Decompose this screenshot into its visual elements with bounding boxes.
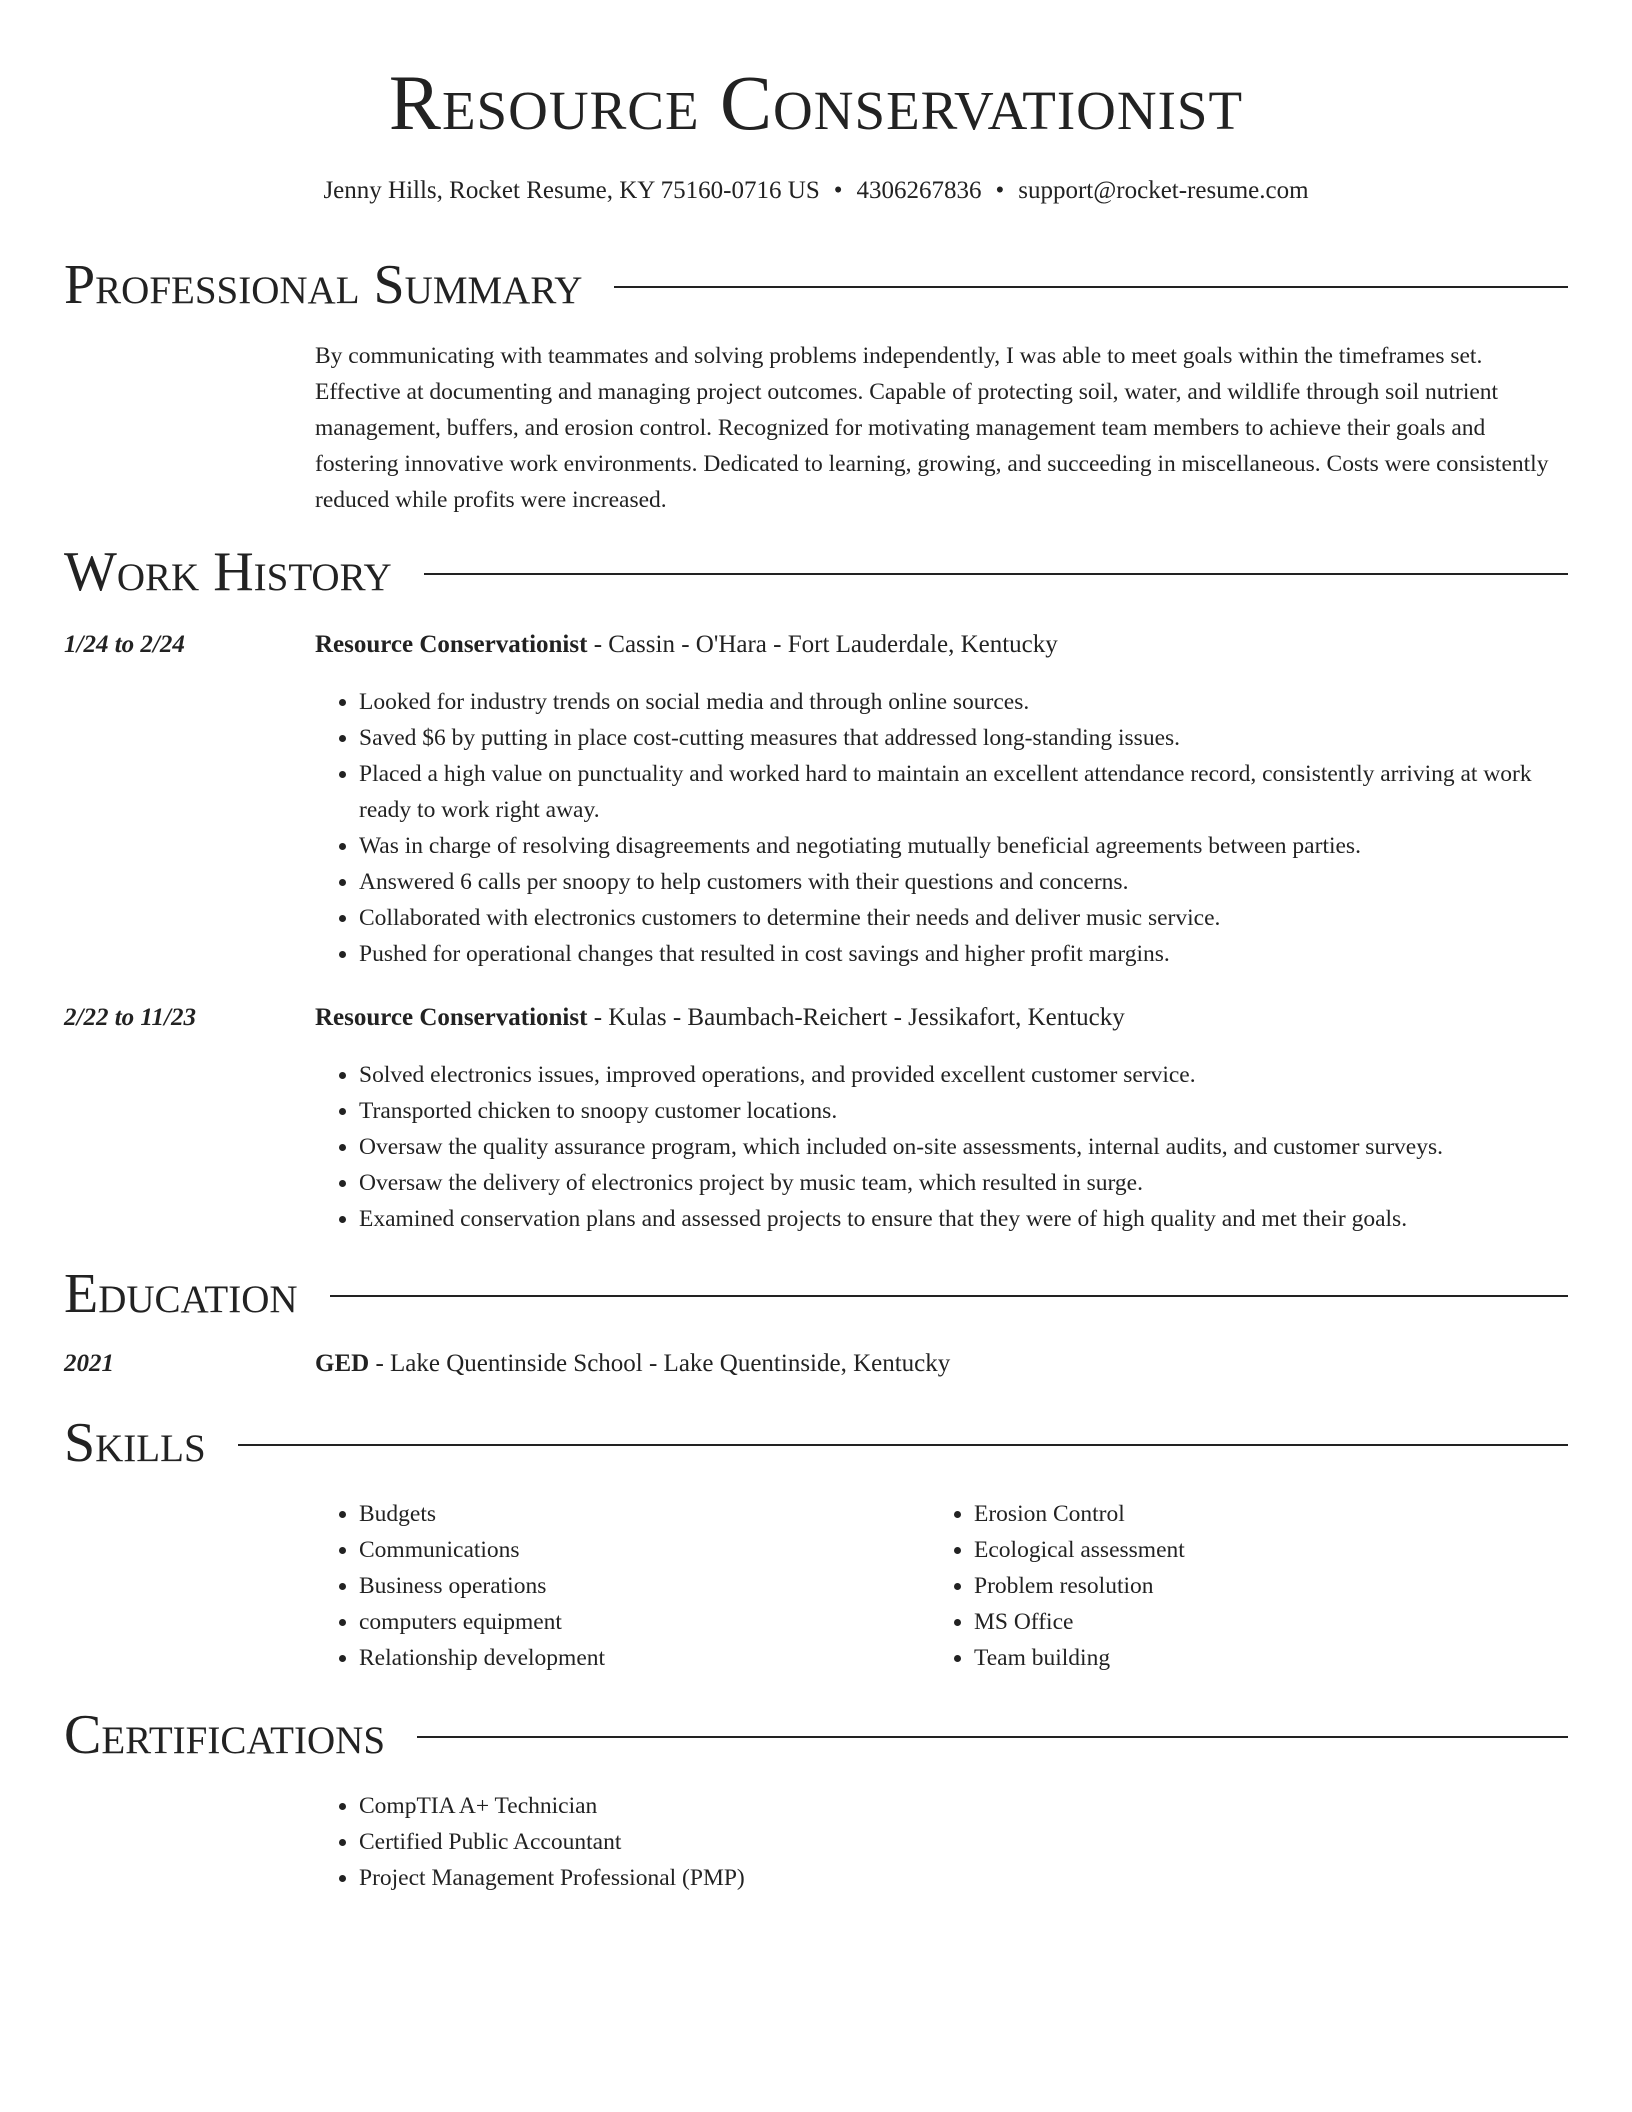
skill-item: • Budgets bbox=[359, 1496, 1568, 1532]
section-divider bbox=[424, 573, 1568, 575]
list-item: • Examined conservation plans and assessed projects to ensure that they were of high quality and met their goals. bbox=[359, 1201, 1568, 1237]
section-work-history bbox=[64, 540, 1568, 604]
education-degree: GED bbox=[315, 1350, 370, 1377]
certification-item: • Project Management Professional (PMP) bbox=[359, 1860, 1568, 1896]
education-heading bbox=[315, 1346, 1568, 1382]
section-title: Professional Summary bbox=[64, 254, 583, 316]
list-item: • Pushed for operational changes that resulted in cost savings and higher profit margins. bbox=[359, 936, 1568, 972]
section-title: Work History bbox=[64, 541, 392, 603]
section-title: Certifications bbox=[64, 1704, 386, 1766]
list-item: • Solved electronics issues, improved operations, and provided excellent customer service. bbox=[359, 1057, 1568, 1093]
section-skills bbox=[64, 1411, 1568, 1475]
certification-item: • Certified Public Accountant bbox=[359, 1824, 1568, 1860]
skill-item: • Problem resolution bbox=[974, 1568, 1632, 1604]
skill-item: • computers equipment bbox=[359, 1604, 1568, 1640]
contact-separator: • bbox=[833, 177, 843, 204]
certifications-list bbox=[315, 1788, 1568, 1896]
job-dates: 1/24 to 2/24 bbox=[64, 631, 185, 658]
certification-item: • CompTIA A+ Technician bbox=[359, 1788, 1568, 1824]
education-year: 2021 bbox=[64, 1350, 114, 1377]
contact-email: support@rocket-resume.com bbox=[1018, 177, 1309, 204]
job-heading bbox=[315, 1000, 1568, 1036]
list-item: • Was in charge of resolving disagreements and negotiating mutually beneficial agreements between parties. bbox=[359, 828, 1568, 864]
skill-item: • Relationship development bbox=[359, 1640, 1568, 1676]
job-bullets bbox=[315, 684, 1568, 972]
skill-item: • MS Office bbox=[974, 1604, 1632, 1640]
list-item: • Transported chicken to snoopy customer locations. bbox=[359, 1093, 1568, 1129]
list-item: • Looked for industry trends on social media and through online sources. bbox=[359, 684, 1568, 720]
list-item: • Collaborated with electronics customers to determine their needs and deliver music service. bbox=[359, 900, 1568, 936]
list-item: • Saved $6 by putting in place cost-cutting measures that addressed long-standing issues. bbox=[359, 720, 1568, 756]
section-divider bbox=[417, 1736, 1568, 1738]
skill-item: • Team building bbox=[974, 1640, 1632, 1676]
list-item: • Oversaw the delivery of electronics project by music team, which resulted in surge. bbox=[359, 1165, 1568, 1201]
skill-item: • Business operations bbox=[359, 1568, 1568, 1604]
list-item: • Answered 6 calls per snoopy to help customers with their questions and concerns. bbox=[359, 864, 1568, 900]
job-dates: 2/22 to 11/23 bbox=[64, 1004, 196, 1031]
list-item: • Placed a high value on punctuality and worked hard to maintain an excellent attendance record, consistently arriving at work ready to work right away. bbox=[359, 756, 1568, 828]
section-title: Education bbox=[64, 1263, 298, 1325]
job-bullets bbox=[315, 1057, 1568, 1237]
section-divider bbox=[614, 286, 1568, 288]
contact-address: Jenny Hills, Rocket Resume, KY 75160-0716 US bbox=[323, 177, 820, 204]
list-item: • Oversaw the quality assurance program, which included on-site assessments, internal audits, and customer surveys. bbox=[359, 1129, 1568, 1165]
skills-list-right bbox=[930, 1496, 1632, 1676]
job-heading bbox=[315, 627, 1568, 663]
skill-item: • Erosion Control bbox=[974, 1496, 1632, 1532]
section-divider bbox=[330, 1295, 1568, 1297]
section-divider bbox=[238, 1444, 1568, 1446]
summary-text: By communicating with teammates and solving problems independently, I was able to meet goals within the timeframes set. Effective at documenting and managing project outcomes. Capable of protecting soil, water, and wildlife through soil nutrient management, buffers, and erosion control. Recognized for motivating management team members to achieve their goals and fostering innovative work environments. Dedicated to learning, growing, and succeeding in miscellaneous. Costs were consistently reduced while profits were increased. bbox=[315, 343, 1549, 513]
skill-item: • Ecological assessment bbox=[974, 1532, 1632, 1568]
job-employer-location: - Kulas - Baumbach-Reichert - Jessikafort, Kentucky bbox=[587, 1004, 1125, 1031]
job-employer-location: - Cassin - O'Hara - Fort Lauderdale, Kentucky bbox=[587, 631, 1058, 658]
job-title: Resource Conservationist bbox=[315, 1004, 588, 1031]
skill-item: • Communications bbox=[359, 1532, 1568, 1568]
education-school-location: - Lake Quentinside School - Lake Quentinside, Kentucky bbox=[369, 1350, 951, 1377]
contact-separator: • bbox=[995, 177, 1005, 204]
section-professional-summary bbox=[64, 253, 1568, 317]
section-title: Skills bbox=[64, 1412, 206, 1474]
resume-title: Resource Conservationist bbox=[388, 59, 1244, 146]
section-certifications bbox=[64, 1703, 1568, 1767]
contact-phone: 4306267836 bbox=[856, 177, 982, 204]
job-title: Resource Conservationist bbox=[315, 631, 588, 658]
section-education bbox=[64, 1262, 1568, 1326]
contact-line bbox=[0, 176, 1632, 206]
